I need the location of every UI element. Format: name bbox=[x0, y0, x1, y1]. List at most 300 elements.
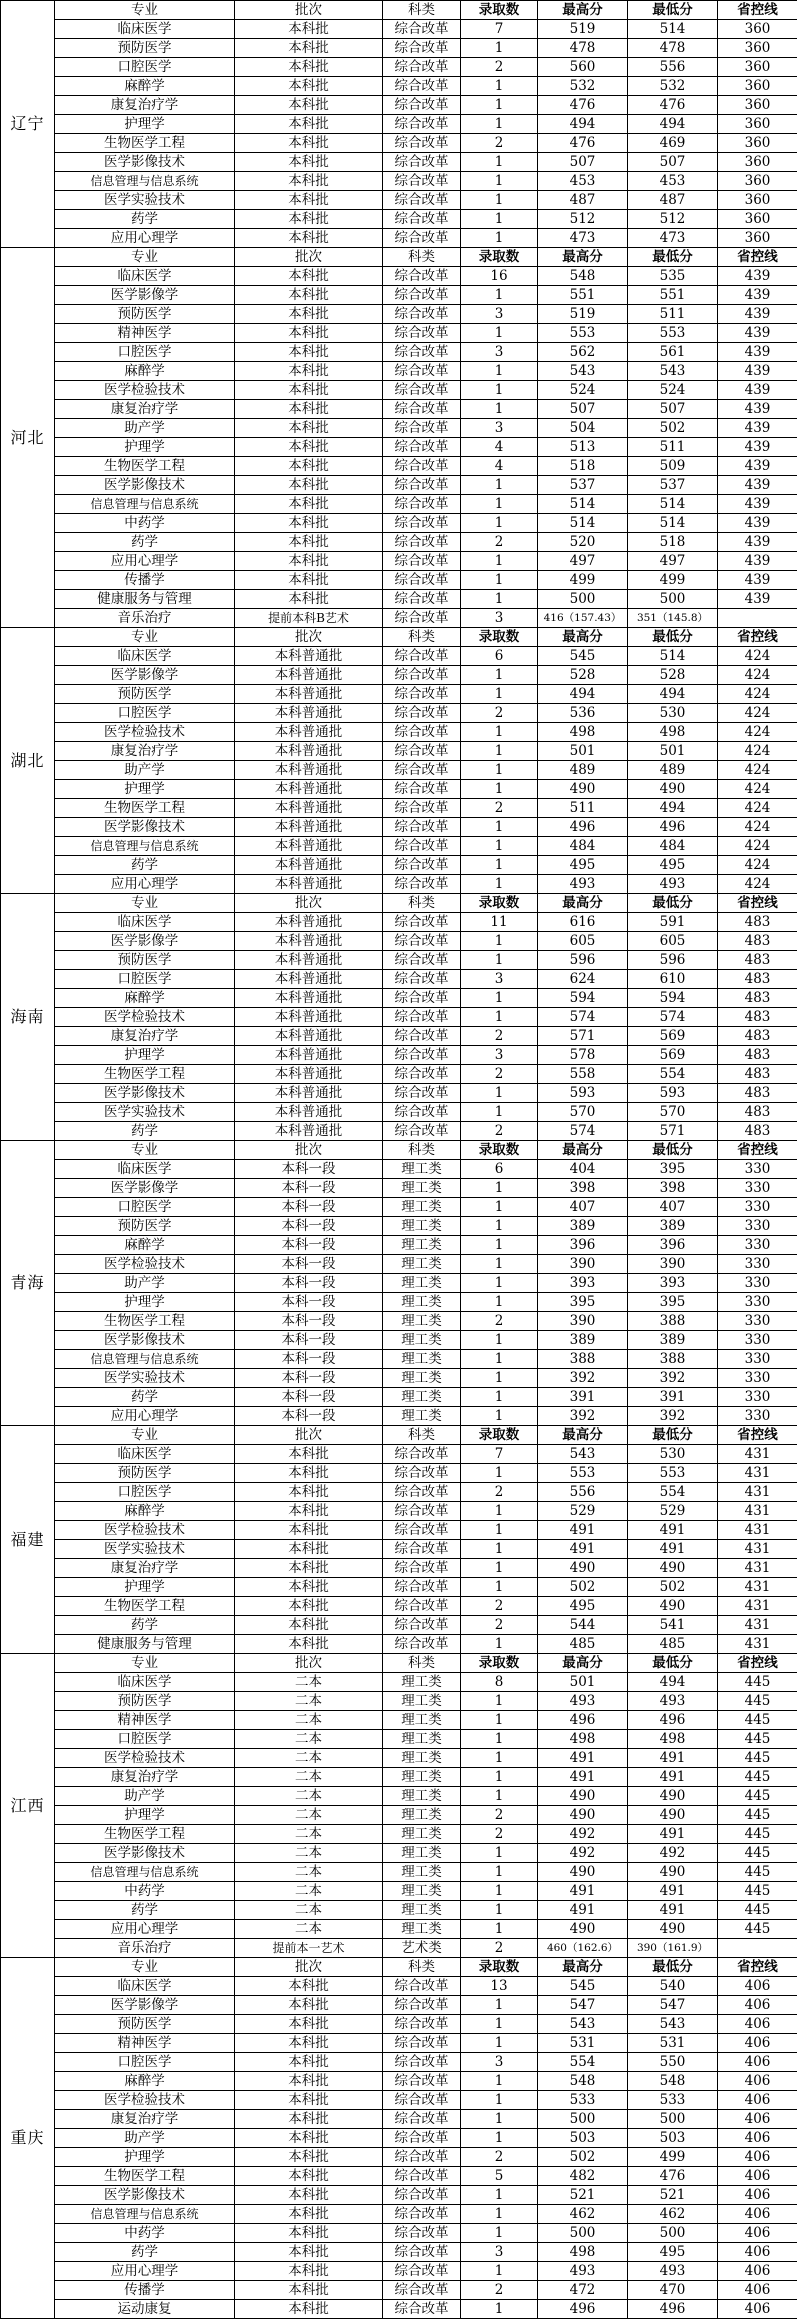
cell-max-score: 529 bbox=[538, 1502, 628, 1521]
cell-admitted-count: 1 bbox=[461, 780, 538, 799]
cell-major: 预防医学 bbox=[55, 1217, 235, 1236]
cell-control-line: 439 bbox=[718, 419, 797, 438]
cell-max-score: 496 bbox=[538, 818, 628, 837]
cell-min-score: 521 bbox=[628, 2186, 718, 2205]
cell-admitted-count: 3 bbox=[461, 970, 538, 989]
cell-max-score: 558 bbox=[538, 1065, 628, 1084]
cell-control-line: 483 bbox=[718, 1084, 797, 1103]
cell-batch: 本科批 bbox=[235, 172, 383, 191]
cell-batch: 本科一段 bbox=[235, 1255, 383, 1274]
cell-control-line: 445 bbox=[718, 1787, 797, 1806]
cell-admitted-count: 1 bbox=[461, 2205, 538, 2224]
cell-control-line: 330 bbox=[718, 1179, 797, 1198]
cell-category: 综合改革 bbox=[383, 2224, 461, 2243]
cell-admitted-count: 1 bbox=[461, 1521, 538, 1540]
cell-category: 综合改革 bbox=[383, 2243, 461, 2262]
cell-control-line: 330 bbox=[718, 1255, 797, 1274]
cell-admitted-count: 11 bbox=[461, 913, 538, 932]
cell-admitted-count: 1 bbox=[461, 571, 538, 590]
cell-min-score: 500 bbox=[628, 2224, 718, 2243]
cell-major: 预防医学 bbox=[55, 1692, 235, 1711]
table-row bbox=[1, 1996, 797, 2015]
cell-admitted-count: 2 bbox=[461, 799, 538, 818]
cell-major: 麻醉学 bbox=[55, 1502, 235, 1521]
cell-category: 综合改革 bbox=[383, 1521, 461, 1540]
cell-max-score: 545 bbox=[538, 647, 628, 666]
cell-min-score: 554 bbox=[628, 1483, 718, 1502]
cell-min-score: 543 bbox=[628, 2015, 718, 2034]
cell-admitted-count: 1 bbox=[461, 1407, 538, 1426]
cell-max-score: 531 bbox=[538, 2034, 628, 2053]
table-row bbox=[1, 1369, 797, 1388]
cell-control-line: 360 bbox=[718, 58, 797, 77]
cell-control-line: 439 bbox=[718, 324, 797, 343]
table-row bbox=[1, 1084, 797, 1103]
cell-category: 综合改革 bbox=[383, 590, 461, 609]
cell-batch: 提前本一艺术 bbox=[235, 1939, 383, 1958]
cell-control-line: 424 bbox=[718, 742, 797, 761]
cell-major: 应用心理学 bbox=[55, 229, 235, 248]
cell-major: 口腔医学 bbox=[55, 704, 235, 723]
cell-major: 医学影像学 bbox=[55, 666, 235, 685]
cell-category: 综合改革 bbox=[383, 723, 461, 742]
cell-max-score: 495 bbox=[538, 1597, 628, 1616]
cell-min-score: 530 bbox=[628, 704, 718, 723]
column-header-max-score: 最高分 bbox=[538, 628, 628, 647]
cell-control-line: 445 bbox=[718, 1673, 797, 1692]
cell-category: 理工类 bbox=[383, 1350, 461, 1369]
cell-control-line: 360 bbox=[718, 20, 797, 39]
table-row bbox=[1, 1730, 797, 1749]
cell-control-line: 360 bbox=[718, 115, 797, 134]
cell-batch: 本科批 bbox=[235, 1616, 383, 1635]
cell-category: 综合改革 bbox=[383, 799, 461, 818]
cell-admitted-count: 1 bbox=[461, 1635, 538, 1654]
cell-admitted-count: 1 bbox=[461, 191, 538, 210]
cell-batch: 二本 bbox=[235, 1825, 383, 1844]
cell-major: 生物医学工程 bbox=[55, 1597, 235, 1616]
cell-control-line: 360 bbox=[718, 153, 797, 172]
cell-max-score: 545 bbox=[538, 1977, 628, 1996]
cell-min-score: 490 bbox=[628, 1863, 718, 1882]
cell-max-score: 484 bbox=[538, 837, 628, 856]
cell-batch: 本科批 bbox=[235, 362, 383, 381]
cell-major: 助产学 bbox=[55, 419, 235, 438]
cell-category: 综合改革 bbox=[383, 552, 461, 571]
cell-control-line: 330 bbox=[718, 1331, 797, 1350]
cell-major: 麻醉学 bbox=[55, 2072, 235, 2091]
column-header-batch: 批次 bbox=[235, 894, 383, 913]
table-row bbox=[1, 704, 797, 723]
cell-major: 医学影像学 bbox=[55, 286, 235, 305]
cell-admitted-count: 1 bbox=[461, 1768, 538, 1787]
cell-category: 理工类 bbox=[383, 1806, 461, 1825]
cell-major: 生物医学工程 bbox=[55, 799, 235, 818]
table-row bbox=[1, 1464, 797, 1483]
cell-min-score: 514 bbox=[628, 514, 718, 533]
cell-max-score: 616 bbox=[538, 913, 628, 932]
cell-max-score: 392 bbox=[538, 1407, 628, 1426]
cell-control-line: 431 bbox=[718, 1616, 797, 1635]
cell-control-line: 406 bbox=[718, 2034, 797, 2053]
cell-max-score: 500 bbox=[538, 2224, 628, 2243]
cell-batch: 本科批 bbox=[235, 2205, 383, 2224]
cell-admitted-count: 1 bbox=[461, 685, 538, 704]
cell-admitted-count: 1 bbox=[461, 1179, 538, 1198]
cell-max-score: 554 bbox=[538, 2053, 628, 2072]
cell-min-score: 351（145.8） bbox=[628, 609, 718, 628]
cell-category: 理工类 bbox=[383, 1920, 461, 1939]
cell-control-line: 424 bbox=[718, 856, 797, 875]
cell-min-score: 498 bbox=[628, 1730, 718, 1749]
cell-batch: 本科批 bbox=[235, 495, 383, 514]
cell-batch: 本科批 bbox=[235, 58, 383, 77]
cell-batch: 本科普通批 bbox=[235, 666, 383, 685]
cell-category: 综合改革 bbox=[383, 2129, 461, 2148]
cell-max-score: 416（157.43） bbox=[538, 609, 628, 628]
cell-min-score: 392 bbox=[628, 1369, 718, 1388]
column-header-category: 科类 bbox=[383, 1654, 461, 1673]
cell-min-score: 388 bbox=[628, 1312, 718, 1331]
cell-major: 中药学 bbox=[55, 514, 235, 533]
cell-major: 口腔医学 bbox=[55, 970, 235, 989]
cell-admitted-count: 1 bbox=[461, 1255, 538, 1274]
cell-admitted-count: 3 bbox=[461, 2243, 538, 2262]
cell-major: 护理学 bbox=[55, 780, 235, 799]
cell-category: 综合改革 bbox=[383, 970, 461, 989]
cell-min-score: 507 bbox=[628, 400, 718, 419]
cell-admitted-count: 1 bbox=[461, 324, 538, 343]
cell-category: 综合改革 bbox=[383, 856, 461, 875]
cell-control-line: 483 bbox=[718, 970, 797, 989]
cell-major: 临床医学 bbox=[55, 20, 235, 39]
cell-batch: 本科批 bbox=[235, 514, 383, 533]
cell-max-score: 404 bbox=[538, 1160, 628, 1179]
cell-batch: 本科批 bbox=[235, 552, 383, 571]
cell-batch: 二本 bbox=[235, 1692, 383, 1711]
cell-major: 医学检验技术 bbox=[55, 723, 235, 742]
cell-min-score: 498 bbox=[628, 723, 718, 742]
cell-category: 综合改革 bbox=[383, 2205, 461, 2224]
cell-max-score: 390 bbox=[538, 1312, 628, 1331]
cell-max-score: 547 bbox=[538, 1996, 628, 2015]
column-header-control-line: 省控线 bbox=[718, 1654, 797, 1673]
cell-min-score: 514 bbox=[628, 647, 718, 666]
cell-admitted-count: 1 bbox=[461, 2072, 538, 2091]
cell-admitted-count: 1 bbox=[461, 742, 538, 761]
cell-batch: 本科批 bbox=[235, 2243, 383, 2262]
cell-major: 口腔医学 bbox=[55, 343, 235, 362]
cell-max-score: 491 bbox=[538, 1521, 628, 1540]
cell-control-line: 483 bbox=[718, 1103, 797, 1122]
cell-major: 传播学 bbox=[55, 571, 235, 590]
column-header-admitted-count: 录取数 bbox=[461, 248, 538, 267]
cell-min-score: 490 bbox=[628, 1920, 718, 1939]
cell-min-score: 489 bbox=[628, 761, 718, 780]
cell-max-score: 502 bbox=[538, 1578, 628, 1597]
province-label: 江西 bbox=[1, 1654, 55, 1958]
cell-batch: 本科批 bbox=[235, 438, 383, 457]
cell-max-score: 503 bbox=[538, 2129, 628, 2148]
cell-min-score: 554 bbox=[628, 1065, 718, 1084]
cell-control-line: 445 bbox=[718, 1749, 797, 1768]
cell-batch: 本科一段 bbox=[235, 1369, 383, 1388]
cell-max-score: 556 bbox=[538, 1483, 628, 1502]
cell-max-score: 520 bbox=[538, 533, 628, 552]
table-row bbox=[1, 780, 797, 799]
cell-min-score: 547 bbox=[628, 1996, 718, 2015]
table-row bbox=[1, 286, 797, 305]
cell-category: 综合改革 bbox=[383, 2034, 461, 2053]
cell-major: 预防医学 bbox=[55, 305, 235, 324]
cell-admitted-count: 2 bbox=[461, 134, 538, 153]
cell-max-score: 388 bbox=[538, 1350, 628, 1369]
cell-admitted-count: 1 bbox=[461, 2300, 538, 2319]
cell-control-line: 406 bbox=[718, 2243, 797, 2262]
cell-max-score: 501 bbox=[538, 1673, 628, 1692]
cell-category: 综合改革 bbox=[383, 2072, 461, 2091]
cell-category: 理工类 bbox=[383, 1863, 461, 1882]
column-header-control-line: 省控线 bbox=[718, 248, 797, 267]
cell-min-score: 553 bbox=[628, 324, 718, 343]
cell-max-score: 491 bbox=[538, 1768, 628, 1787]
cell-major: 医学检验技术 bbox=[55, 1008, 235, 1027]
cell-max-score: 551 bbox=[538, 286, 628, 305]
cell-min-score: 501 bbox=[628, 742, 718, 761]
cell-major: 信息管理与信息系统 bbox=[55, 837, 235, 856]
column-header-min-score: 最低分 bbox=[628, 1, 718, 20]
cell-major: 预防医学 bbox=[55, 1464, 235, 1483]
cell-batch: 本科普通批 bbox=[235, 856, 383, 875]
table-row bbox=[1, 1350, 797, 1369]
cell-min-score: 507 bbox=[628, 153, 718, 172]
table-row bbox=[1, 932, 797, 951]
cell-control-line: 445 bbox=[718, 1768, 797, 1787]
cell-min-score: 499 bbox=[628, 2148, 718, 2167]
cell-min-score: 389 bbox=[628, 1217, 718, 1236]
cell-min-score: 494 bbox=[628, 799, 718, 818]
cell-major: 康复治疗学 bbox=[55, 742, 235, 761]
table-row bbox=[1, 1977, 797, 1996]
table-row bbox=[1, 514, 797, 533]
table-row bbox=[1, 2262, 797, 2281]
table-row bbox=[1, 134, 797, 153]
cell-category: 综合改革 bbox=[383, 571, 461, 590]
cell-batch: 本科批 bbox=[235, 20, 383, 39]
cell-category: 综合改革 bbox=[383, 343, 461, 362]
cell-major: 护理学 bbox=[55, 115, 235, 134]
cell-min-score: 569 bbox=[628, 1027, 718, 1046]
table-row bbox=[1, 989, 797, 1008]
cell-batch: 本科批 bbox=[235, 1559, 383, 1578]
cell-control-line: 445 bbox=[718, 1730, 797, 1749]
cell-batch: 本科批 bbox=[235, 134, 383, 153]
cell-major: 传播学 bbox=[55, 2281, 235, 2300]
cell-batch: 本科批 bbox=[235, 2262, 383, 2281]
cell-min-score: 593 bbox=[628, 1084, 718, 1103]
cell-category: 理工类 bbox=[383, 1160, 461, 1179]
cell-major: 临床医学 bbox=[55, 647, 235, 666]
cell-category: 综合改革 bbox=[383, 305, 461, 324]
cell-min-score: 502 bbox=[628, 1578, 718, 1597]
cell-admitted-count: 13 bbox=[461, 1977, 538, 1996]
cell-major: 预防医学 bbox=[55, 2015, 235, 2034]
cell-batch: 二本 bbox=[235, 1920, 383, 1939]
cell-major: 麻醉学 bbox=[55, 362, 235, 381]
cell-batch: 本科批 bbox=[235, 1521, 383, 1540]
cell-major: 精神医学 bbox=[55, 1711, 235, 1730]
cell-max-score: 491 bbox=[538, 1540, 628, 1559]
cell-min-score: 487 bbox=[628, 191, 718, 210]
cell-major: 生物医学工程 bbox=[55, 1825, 235, 1844]
cell-admitted-count: 1 bbox=[461, 1901, 538, 1920]
province-label: 海南 bbox=[1, 894, 55, 1141]
cell-min-score: 605 bbox=[628, 932, 718, 951]
cell-admitted-count: 2 bbox=[461, 1483, 538, 1502]
cell-major: 口腔医学 bbox=[55, 2053, 235, 2072]
cell-min-score: 551 bbox=[628, 286, 718, 305]
cell-major: 药学 bbox=[55, 856, 235, 875]
cell-admitted-count: 1 bbox=[461, 1464, 538, 1483]
cell-major: 医学检验技术 bbox=[55, 1521, 235, 1540]
cell-max-score: 553 bbox=[538, 324, 628, 343]
cell-max-score: 490 bbox=[538, 1806, 628, 1825]
cell-max-score: 512 bbox=[538, 210, 628, 229]
table-row bbox=[1, 381, 797, 400]
table-row bbox=[1, 818, 797, 837]
cell-major: 音乐治疗 bbox=[55, 1939, 235, 1958]
cell-admitted-count: 1 bbox=[461, 818, 538, 837]
cell-control-line: 445 bbox=[718, 1711, 797, 1730]
cell-category: 综合改革 bbox=[383, 96, 461, 115]
cell-min-score: 495 bbox=[628, 2243, 718, 2262]
cell-min-score: 518 bbox=[628, 533, 718, 552]
table-row bbox=[1, 1160, 797, 1179]
cell-category: 综合改革 bbox=[383, 115, 461, 134]
column-header-category: 科类 bbox=[383, 248, 461, 267]
cell-control-line: 439 bbox=[718, 362, 797, 381]
cell-max-score: 507 bbox=[538, 153, 628, 172]
cell-category: 综合改革 bbox=[383, 2053, 461, 2072]
cell-batch: 本科普通批 bbox=[235, 723, 383, 742]
cell-min-score: 490 bbox=[628, 1559, 718, 1578]
cell-major: 康复治疗学 bbox=[55, 1027, 235, 1046]
table-row bbox=[1, 1483, 797, 1502]
cell-batch: 本科普通批 bbox=[235, 704, 383, 723]
column-header-batch: 批次 bbox=[235, 1426, 383, 1445]
cell-batch: 本科批 bbox=[235, 39, 383, 58]
cell-control-line bbox=[718, 609, 797, 628]
cell-category: 综合改革 bbox=[383, 1597, 461, 1616]
cell-category: 理工类 bbox=[383, 1198, 461, 1217]
column-header-max-score: 最高分 bbox=[538, 1, 628, 20]
cell-category: 综合改革 bbox=[383, 58, 461, 77]
cell-control-line: 439 bbox=[718, 286, 797, 305]
cell-batch: 本科批 bbox=[235, 96, 383, 115]
cell-admitted-count: 1 bbox=[461, 1502, 538, 1521]
cell-admitted-count: 1 bbox=[461, 1787, 538, 1806]
cell-max-score: 396 bbox=[538, 1236, 628, 1255]
cell-max-score: 493 bbox=[538, 875, 628, 894]
cell-control-line: 439 bbox=[718, 400, 797, 419]
province-label: 青海 bbox=[1, 1141, 55, 1426]
cell-admitted-count: 2 bbox=[461, 1597, 538, 1616]
cell-min-score: 571 bbox=[628, 1122, 718, 1141]
cell-major: 信息管理与信息系统 bbox=[55, 2205, 235, 2224]
cell-min-score: 511 bbox=[628, 305, 718, 324]
column-header-control-line: 省控线 bbox=[718, 1141, 797, 1160]
table-row bbox=[1, 590, 797, 609]
cell-control-line: 406 bbox=[718, 2015, 797, 2034]
cell-major: 生物医学工程 bbox=[55, 457, 235, 476]
cell-admitted-count: 1 bbox=[461, 837, 538, 856]
cell-max-score: 543 bbox=[538, 362, 628, 381]
column-header-category: 科类 bbox=[383, 1426, 461, 1445]
cell-category: 综合改革 bbox=[383, 837, 461, 856]
table-row bbox=[1, 2205, 797, 2224]
cell-major: 药学 bbox=[55, 1388, 235, 1407]
cell-admitted-count: 1 bbox=[461, 476, 538, 495]
cell-max-score: 496 bbox=[538, 1711, 628, 1730]
cell-control-line: 483 bbox=[718, 913, 797, 932]
cell-category: 综合改革 bbox=[383, 1084, 461, 1103]
cell-category: 综合改革 bbox=[383, 1540, 461, 1559]
cell-batch: 提前本科B艺术 bbox=[235, 609, 383, 628]
cell-category: 综合改革 bbox=[383, 1559, 461, 1578]
cell-control-line: 483 bbox=[718, 1122, 797, 1141]
cell-min-score: 528 bbox=[628, 666, 718, 685]
cell-batch: 本科批 bbox=[235, 267, 383, 286]
cell-admitted-count: 1 bbox=[461, 723, 538, 742]
cell-category: 理工类 bbox=[383, 1369, 461, 1388]
cell-control-line: 439 bbox=[718, 495, 797, 514]
column-header-major: 专业 bbox=[55, 894, 235, 913]
cell-control-line: 439 bbox=[718, 533, 797, 552]
cell-control-line: 439 bbox=[718, 438, 797, 457]
cell-major: 助产学 bbox=[55, 2129, 235, 2148]
cell-batch: 二本 bbox=[235, 1806, 383, 1825]
cell-max-score: 521 bbox=[538, 2186, 628, 2205]
table-row bbox=[1, 20, 797, 39]
table-row bbox=[1, 1274, 797, 1293]
cell-max-score: 536 bbox=[538, 704, 628, 723]
cell-control-line: 445 bbox=[718, 1844, 797, 1863]
cell-admitted-count: 1 bbox=[461, 1274, 538, 1293]
cell-admitted-count: 3 bbox=[461, 419, 538, 438]
column-header-major: 专业 bbox=[55, 1141, 235, 1160]
cell-min-score: 531 bbox=[628, 2034, 718, 2053]
cell-category: 理工类 bbox=[383, 1882, 461, 1901]
cell-admitted-count: 3 bbox=[461, 2053, 538, 2072]
cell-max-score: 500 bbox=[538, 590, 628, 609]
cell-min-score: 543 bbox=[628, 362, 718, 381]
cell-admitted-count: 16 bbox=[461, 267, 538, 286]
cell-admitted-count: 3 bbox=[461, 343, 538, 362]
cell-batch: 本科一段 bbox=[235, 1217, 383, 1236]
cell-admitted-count: 3 bbox=[461, 609, 538, 628]
cell-batch: 本科普通批 bbox=[235, 799, 383, 818]
cell-major: 护理学 bbox=[55, 1806, 235, 1825]
table-row bbox=[1, 1863, 797, 1882]
cell-control-line: 439 bbox=[718, 343, 797, 362]
cell-min-score: 509 bbox=[628, 457, 718, 476]
table-row bbox=[1, 1179, 797, 1198]
cell-control-line: 483 bbox=[718, 1027, 797, 1046]
table-row bbox=[1, 1521, 797, 1540]
cell-max-score: 487 bbox=[538, 191, 628, 210]
table-row bbox=[1, 1635, 797, 1654]
cell-admitted-count: 8 bbox=[461, 1673, 538, 1692]
